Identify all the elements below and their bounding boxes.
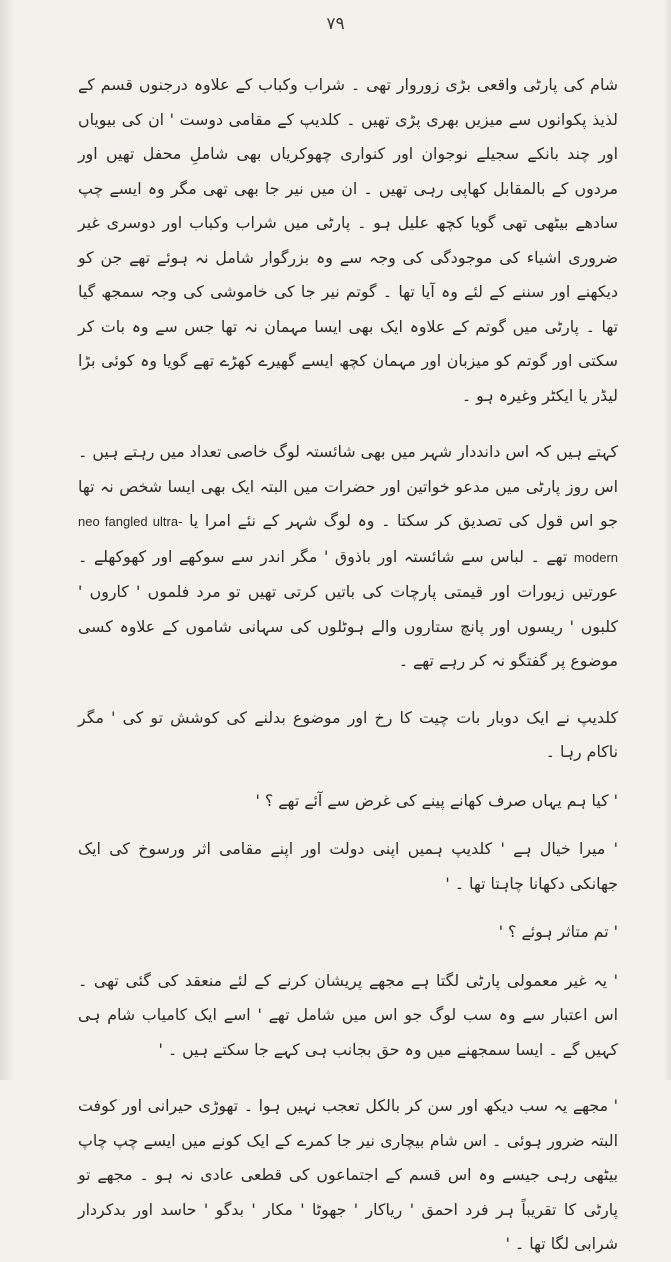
paragraph-party-description: شام کی پارٹی واقعی بڑی زوروار تھی ۔ شراب وکباب کے علاوہ درجنوں قسم کے لذیذ پکوانوں سے میزیں بھری پڑی تھیں ۔ کلدیپ کے مقامی دوست ' ان کی بیویاں اور چند بانکے سجیلے نوجوان اور کنواری چھوکریاں بھی شاملِ محفل تھیں اور مردوں کے بالمقابل کھاپی رہی تھیں ۔ ان میں نیر جا بھی تھی مگر وہ ایسے چپ سادھے بیٹھی تھی گویا کچھ علیل ہو ۔ پارٹی میں شراب وکباب اور دوسری غیر ضروری اشیاء کی موجودگی کی وجہ سے وہ بزرگوار شامل نہ ہوئے تھے جن کو دیکھنے اور سننے کے لئے وہ آیا تھا ۔ گوتم نیر جا کی خاموشی کی وجہ سمجھ گیا تھا ۔ پارٹی میں گوتم کے علاوہ ایک بھی ایسا مہمان نہ تھا جس سے وہ بات کر سکتی اور گوتم کو میزبان اور مہمان کچھ ایسے گھیرے کھڑے تھے گویا وہ کوئی بڑا لیڈر یا ایکٹر وغیرہ ہو ۔ [78,75,618,405]
paragraph-kuldeep-attempt: کلدیپ نے ایک دوبار بات چیت کا رخ اور موضوع بدلنے کی کوشش تو کی ' مگر ناکام رہا ۔ [78,707,618,761]
page-body [78,68,618,1262]
dialogue-my-opinion: ' میرا خیال ہے ' کلدیپ ہمیں اپنی دولت اور اپنے مقامی اثر ورسوخ کی ایک جھانکی دکھانا چاہتا تھا ۔ ' [78,839,618,893]
scan-shadow-left [0,0,14,1080]
english-phrase: neo fangled ultra-modern [78,514,618,565]
paragraph-city-people [78,435,618,679]
paragraph-spacer [78,679,618,701]
page-number: ۷۹ [326,14,345,34]
paragraph-spacer [78,413,618,435]
paragraph-city-people-text-start: کہتے ہیں کہ اس دانددار شہر میں بھی شائستہ لوگ خاصی تعداد میں رہتے ہیں ۔ اس روز پارٹی میں مدعو خواتین اور حضرات میں البتہ ایک بھی ایسا شخص نہ تھا جو اس قول کی تصدیق کر سکتا ۔ وہ لوگ شہر کے نئے امرا یا [78,442,618,530]
dialogue-not-surprised: ' مجھے یہ سب دیکھ اور سن کر بالکل تعجب نہیں ہوا ۔ تھوڑی حیرانی اور کوفت البتہ ضرور ہوئی ۔ اس شام بیچاری نیر جا کمرے کے ایک کونے میں ایسے چپ چاپ بیٹھی رہی جیسے وہ اس قسم کے اجتماعوں کی قطعی عادی نہ ہو ۔ مجھے تو پارٹی کا تقریباً ہر فرد احمق ' ریاکار ' جھوٹا ' مکار ' بدگو ' حاسد اور بدکردار شرابی لگا تھا ۔ ' [78,1096,618,1253]
paragraph-spacer [78,1067,618,1089]
dialogue-unusual-party: ' یہ غیر معمولی پارٹی لگتا ہے مجھے پریشان کرنے کے لئے منعقد کی گئی تھی ۔ اس اعتبار سے وہ سب لوگ جو اس میں شامل تھے ' اسے ایک کامیاب شام ہی کہیں گے ۔ ایسا سمجھنے میں وہ حق بجانب ہی کہے جا سکتے ہیں ۔ ' [78,970,618,1059]
paragraph-spacer [78,950,618,964]
scan-shadow-right [663,0,671,1080]
paragraph-spacer [78,901,618,915]
dialogue-impressed: ' تم متاثر ہوئے ؟ ' [498,922,618,941]
paragraph-city-people-text-end: تھے ۔ لباس سے شائستہ اور باذوق ' مگر اندر سے سوکھے اور کھوکھلے ۔ عورتیں زیورات اور قیمتی پارچات کی باتیں کرتی تھیں تو مرد فلموں ' کاروں ' کلبوں ' ریسوں اور پانچ ستاروں والے ہوٹلوں کی سہانی شاموں کے علاوہ کسی موضوع پر گفتگو نہ کر رہے تھے ۔ [78,546,618,670]
paragraph-spacer [78,818,618,832]
paragraph-spacer [78,770,618,784]
dialogue-question-eating: ' کیا ہم یہاں صرف کھانے پینے کی غرض سے آئے تھے ؟ ' [255,790,618,810]
